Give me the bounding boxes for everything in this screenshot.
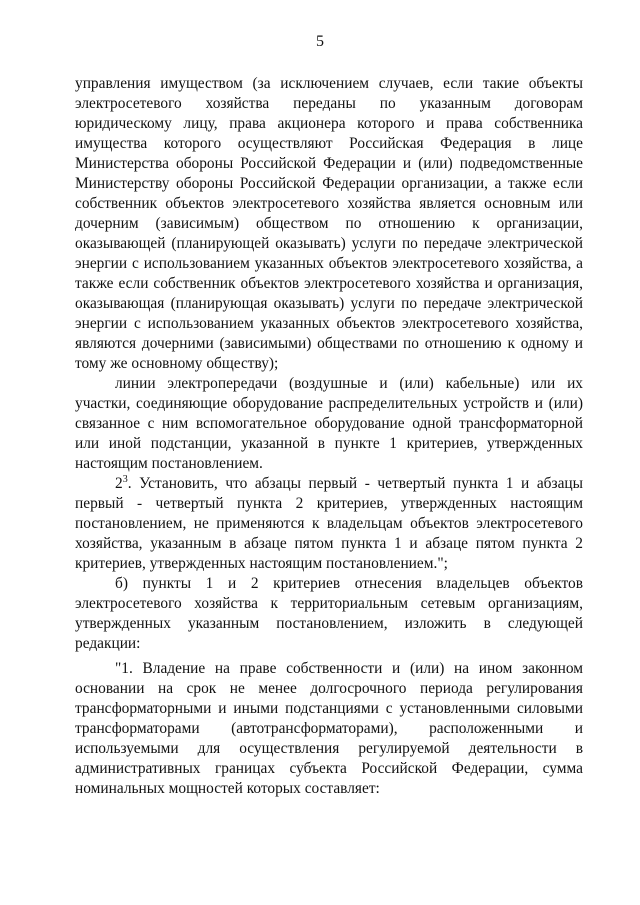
document-body bbox=[75, 74, 583, 799]
page-number: 5 bbox=[316, 33, 324, 50]
clause-number: 2 bbox=[115, 475, 123, 492]
paragraph-criterion-1: "1. Владение на праве собственности и (или) на ином законном основании на срок не менее долгосрочного периода регулирования трансформаторными и иными подстанциями с установленными силовыми трансформаторами (автотрансформаторами), расположенными и используемыми для осуществления регулируемой деятельности в административных границах субъекта Российской Федерации, сумма номинальных мощностей которых составляет: bbox=[75, 660, 583, 797]
paragraph-clause-2-3 bbox=[75, 474, 583, 574]
clause-text: . Установить, что абзацы первый - четвертый пункта 1 и абзацы первый - четвертый пункта 2 критериев, утвержденных настоящим постановлением, не применяются к владельцам объектов электросетевого хозяйства, указанным в абзаце пятом пункта 1 и абзаце пятом пункта 2 критериев, утвержденных настоящим постановлением."; bbox=[75, 475, 583, 572]
paragraph-item-b: б) пункты 1 и 2 критериев отнесения владельцев объектов электросетевого хозяйства к территориальным сетевым организациям, утвержденных указанным постановлением, изложить в следующей редакции: bbox=[75, 575, 583, 652]
clause-superscript: 3 bbox=[122, 473, 128, 485]
paragraph-power-lines: линии электропередачи (воздушные и (или) кабельные) или их участки, соединяющие оборудование распределительных устройств и (или) связанное с ним вспомогательное оборудование одной трансформаторной или иной подстанции, указанной в пункте 1 критериев, утвержденных настоящим постановлением. bbox=[75, 375, 583, 472]
paragraph-property-management: управления имуществом (за исключением случаев, если такие объекты электросетевого хозяйства переданы по указанным договорам юридическому лицу, права акционера которого и права собственника имущества которого осуществляют Российская Федерация в лице Министерства обороны Российской Федерации и (или) подведомственные Министерству обороны Российской Федерации организации, а также если собственник объектов электросетевого хозяйства является основным или дочерним (зависимым) обществом по отношению к организации, оказывающей (планирующей оказывать) услуги по передаче электрической энергии с использованием указанных объектов электросетевого хозяйства, а также если собственник объектов электросетевого хозяйства и организация, оказывающая (планирующая оказывать) услуги по передаче электрической энергии с использованием указанных объектов электросетевого хозяйства, являются дочерними (зависимыми) обществами по отношению к одному и тому же основному обществу); bbox=[75, 75, 583, 372]
